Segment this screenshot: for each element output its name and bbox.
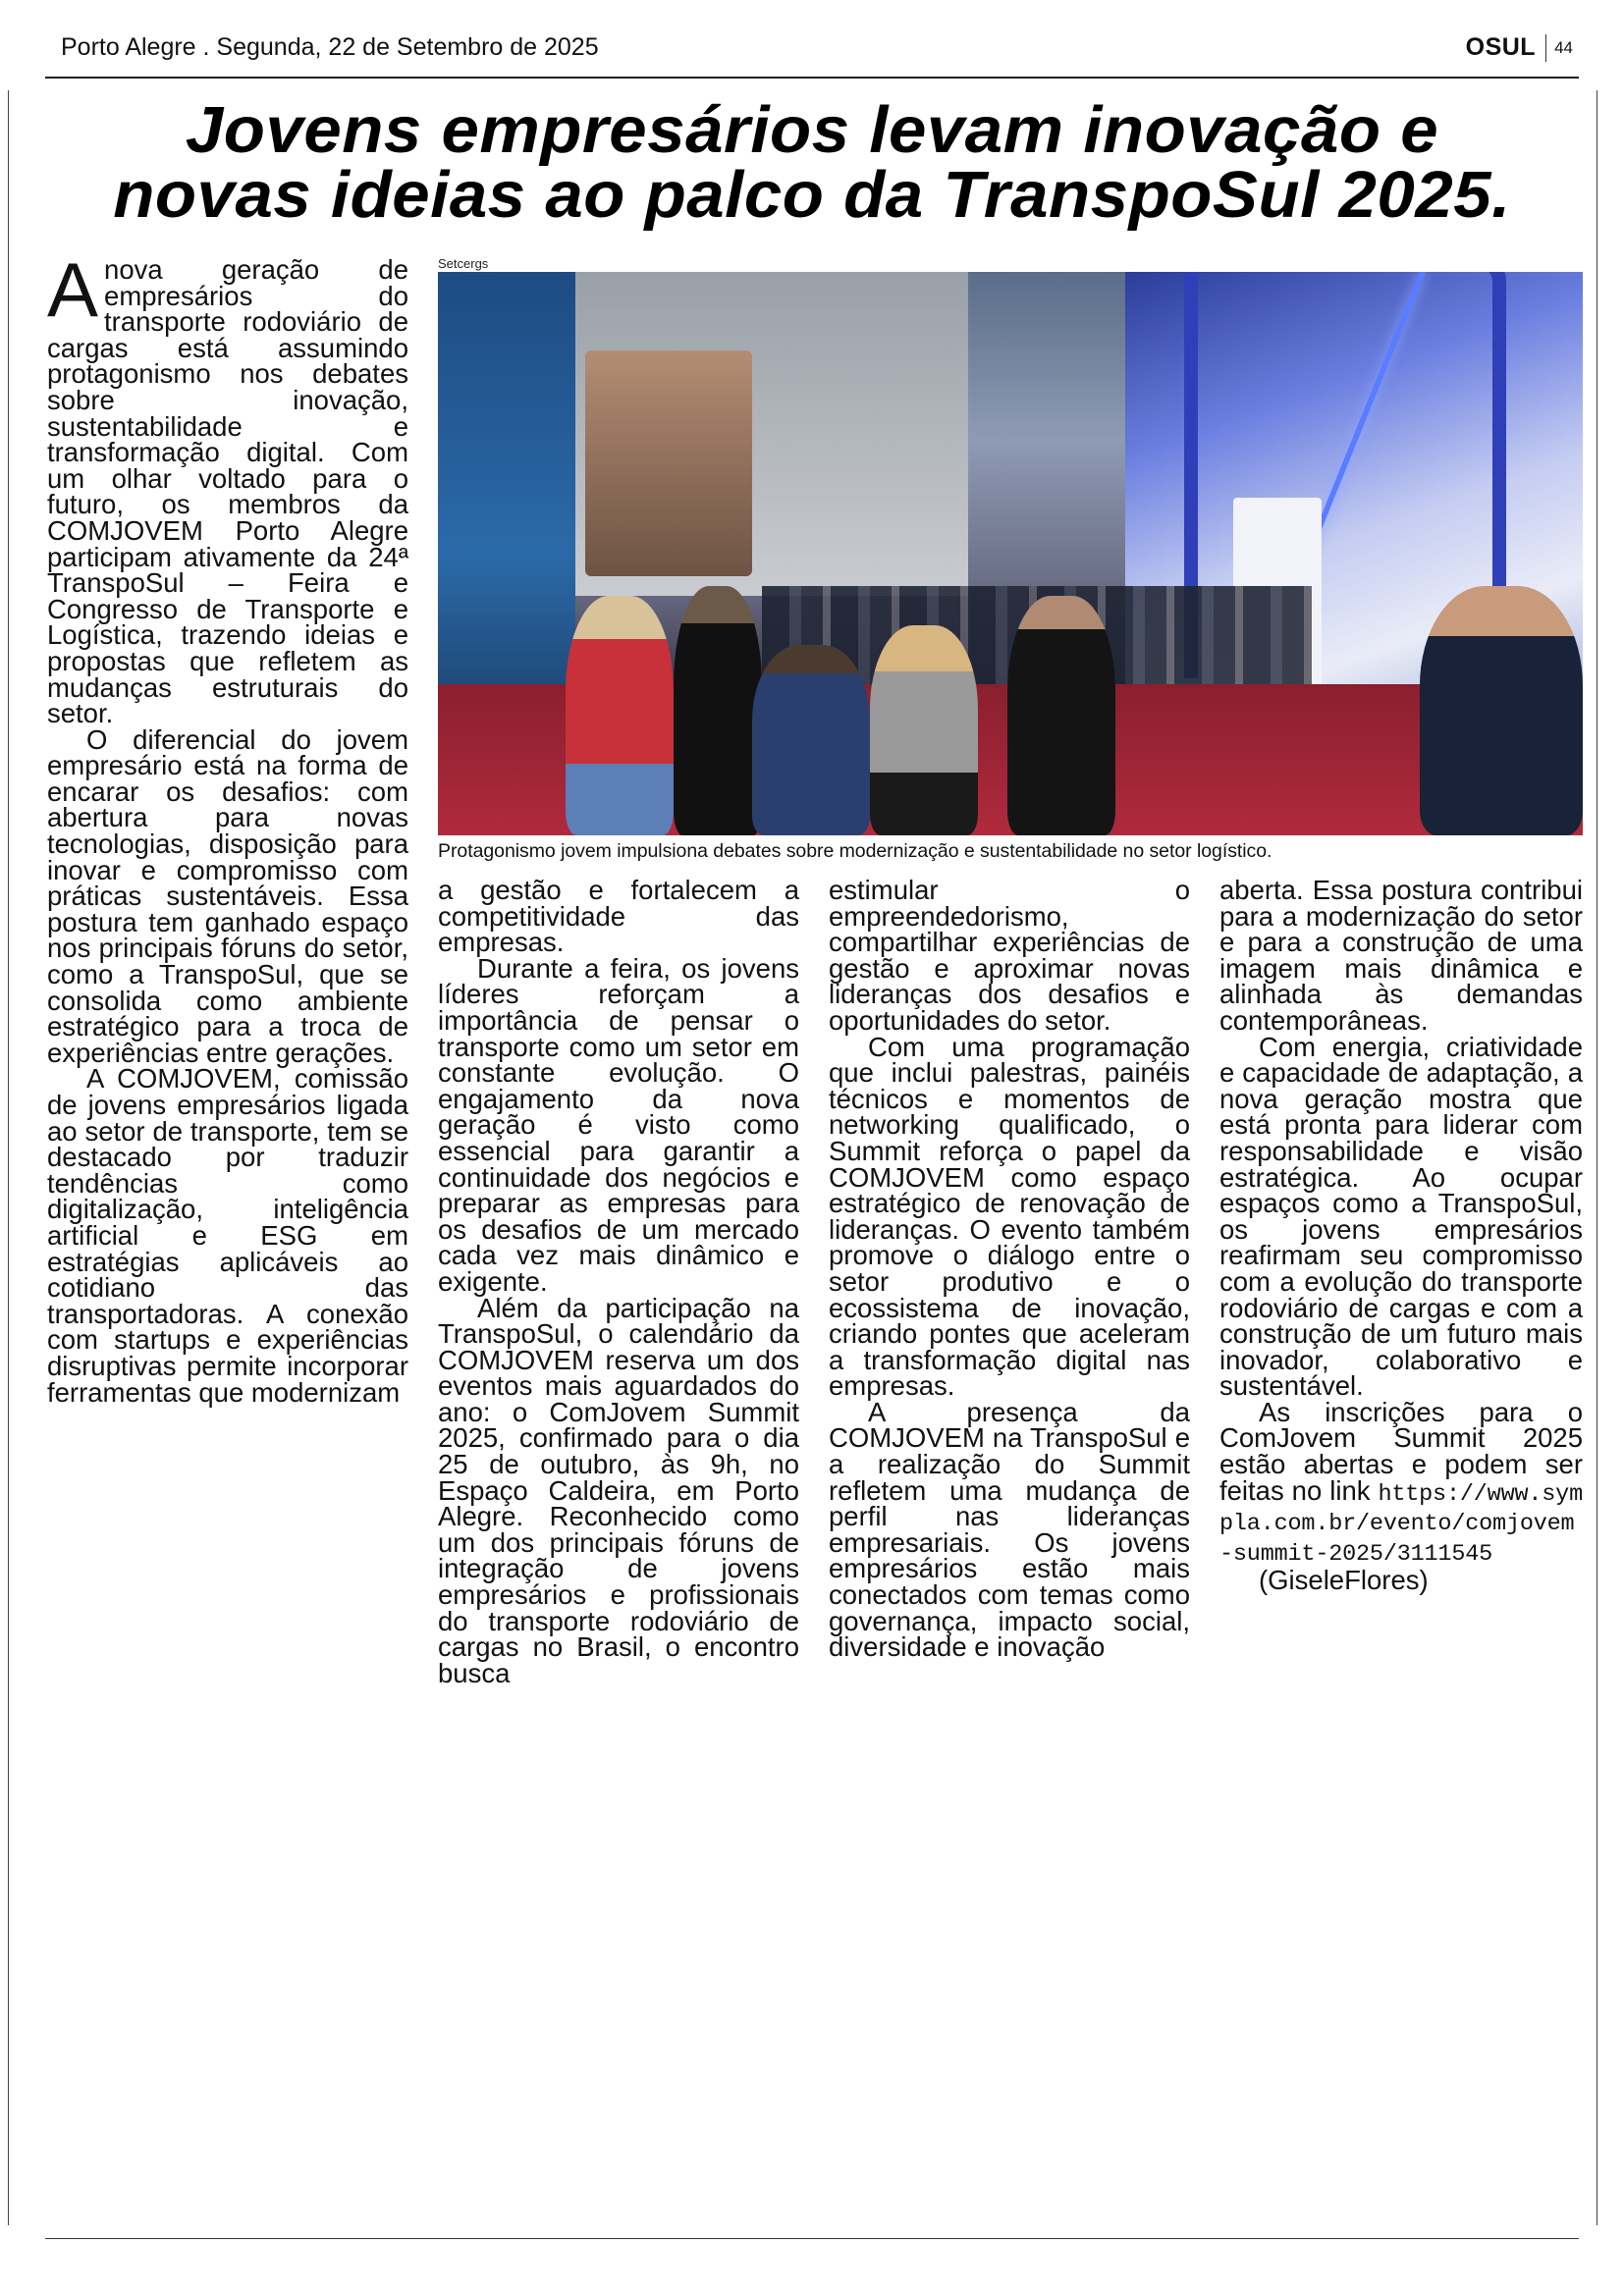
article-paragraph: estimular o empreendedorismo, compartilhar experiências de gestão e aproximar novas lideranças dos desafios e oportunidades do setor. [829,875,1190,1036]
article-photo [438,272,1583,835]
dateline: Porto Alegre . Segunda, 22 de Setembro de 2025 [61,33,599,61]
page-header [61,33,1573,69]
photo-banner [438,272,575,743]
article-column-2 [438,875,799,1688]
photo-person [566,596,674,835]
article-paragraph: Além da participação na TranspoSul, o calendário da COMJOVEM reserva um dos eventos mais aguardados do ano: o ComJovem Summit 2025, confirmado para o dia 25 de outubro, às 9h, no Espaço Caldeira, em Porto Alegre. Reconhecido como um dos principais fóruns de integração de jovens empresários e profissionais do transporte rodoviário de cargas no Brasil, o encontro busca [438,1292,799,1688]
article-paragraph: Durante a feira, os jovens líderes reforçam a importância de pensar o transporte como um setor em constante evolução. O engajamento da nova geração é visto como essencial para garantir a continuidade dos negócios e preparar as empresas para os desafios de um mercado cada vez mais dinâmico e exigente. [438,952,799,1297]
header-rule [45,77,1579,79]
article-paragraph: aberta. Essa postura contribui para a modernização do setor e para a construção de uma imagem mais dinâmica e alinhada às demandas contemporâneas. [1219,875,1583,1036]
article-paragraph [47,246,408,729]
photo-caption: Protagonismo jovem impulsiona debates sobre modernização e sustentabilidade no setor logístico. [438,840,1272,862]
publication-brand [1466,33,1573,62]
article-paragraph [1219,1396,1583,1569]
article-column-4 [1219,875,1583,1596]
publication-name: OSUL [1465,33,1537,61]
article-paragraph: A COMJOVEM, comissão de jovens empresários ligada ao setor de transporte, tem se destacado por traduzir tendências como digitalização, inteligência artificial e ESG em estratégias aplicáveis ao cotidiano das transportadoras. A conexão com startups e experiências disruptivas permite incorporar ferramentas que modernizam [47,1063,408,1408]
photo-person [1007,596,1115,835]
article-paragraph: a gestão e fortalecem a competitividade das empresas. [438,875,799,958]
article-paragraph: Com uma programação que inclui palestras, painéis técnicos e momentos de networking qualificado, o Summit reforça o papel da COMJOVEM como espaço estratégico de renovação de lideranças. O evento também promove o diálogo entre o setor produtivo e o ecossistema de inovação, criando pontes que aceleram a transformação digital nas empresas. [829,1031,1190,1402]
page-border-left [8,90,9,2225]
photo-credit: Setcergs [438,256,489,271]
photo-person [674,586,762,835]
paragraph-text: nova geração de empresários do transporte rodoviário de cargas está assumindo protagonismo nos debates sobre inovação, sustentabilidade e transformação digital. Com um olhar voltado para o futuro, os membros da COMJOVEM Porto Alegre participam ativamente da 24ª TranspoSul – Feira e Congresso de Transporte e Logística, trazendo ideias e propostas que refletem as mudanças estruturais do setor. [47,254,408,729]
footer-rule [45,2238,1579,2239]
paragraph-text: As inscrições para o ComJovem Summit 2025 estão abertas e podem ser feitas no link [1219,1396,1583,1506]
drop-cap: A [47,246,99,333]
photo-person [870,625,978,835]
photo-truck [585,350,752,576]
article-paragraph: Com energia, criatividade e capacidade de adaptação, a nova geração mostra que está pronta para liderar com responsabilidade e visão estratégica. Ao ocupar espaços como a TranspoSul, os jovens empresários reafirmam seu compromisso com a evolução do transporte rodoviário de cargas e com a construção de um futuro mais inovador, colaborativo e sustentável. [1219,1031,1583,1402]
registration-link[interactable]: https://www.sympla.com.br/evento/comjovem-summit-2025/3111545 [1219,1480,1583,1568]
photo-person [1420,586,1583,835]
brand-divider [1545,34,1546,62]
page-number: 44 [1554,37,1573,57]
article-paragraph: A presença da COMJOVEM na TranspoSul e a realização do Summit refletem uma mudança de perfil nas lideranças empresariais. Os jovens empresários estão mais conectados com temas como governança, impacto social, diversidade e inovação [829,1396,1190,1663]
headline-line-2: novas ideias ao palco da TranspoSul 2025. [113,158,1511,232]
article-column-1 [47,246,408,1408]
article-paragraph: O diferencial do jovem empresário está na forma de encarar os desafios: com abertura para novas tecnologias, disposição para inovar e compromisso com práticas sustentáveis. Essa postura tem ganhado espaço nos principais fóruns do setor, como a TranspoSul, que se consolida como ambiente estratégico para a troca de experiências entre gerações. [47,723,408,1068]
headline-line-1: Jovens empresários levam inovação e [185,93,1439,167]
byline: (GiseleFlores) [1259,1565,1429,1596]
photo-person [752,645,870,835]
headline [16,93,1607,232]
article-column-3 [829,875,1190,1663]
